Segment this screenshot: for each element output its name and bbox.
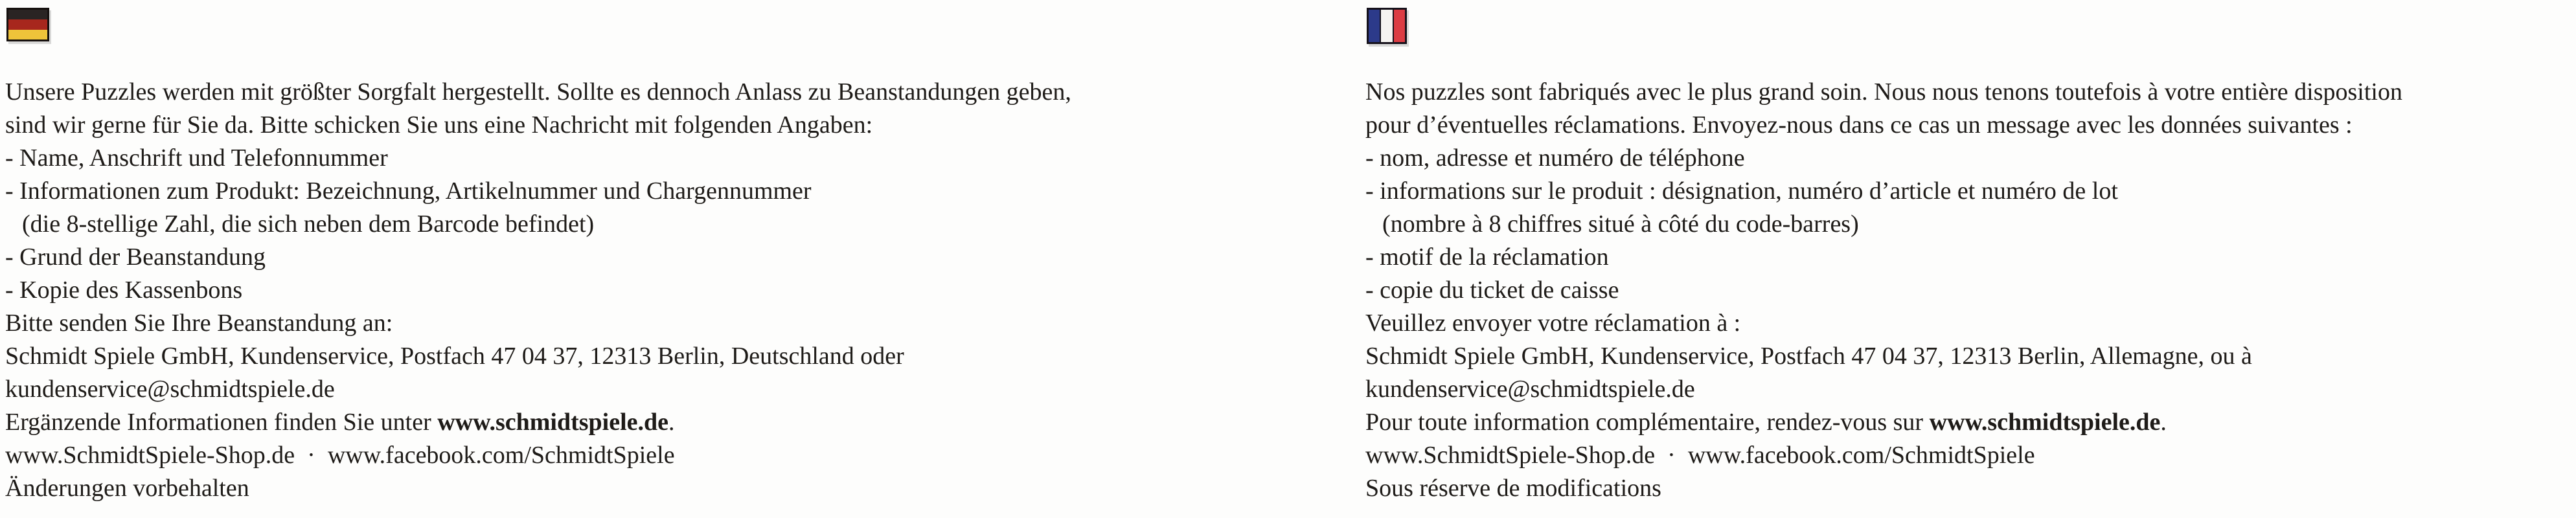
france-flag-icon (1367, 8, 1407, 44)
text-line: Änderungen vorbehalten (5, 475, 249, 502)
text-line: (nombre à 8 chiffres situé à côté du code-barres) (1382, 210, 1859, 238)
text-line: - Grund der Beanstandung (5, 243, 266, 271)
text-line: - Kopie des Kassenbons (5, 276, 243, 304)
text-line: Nos puzzles sont fabriqués avec le plus grand soin. Nous nous tenons toutefois à votre entière disposition (1365, 78, 2402, 106)
text-line: Pour toute information complémentaire, rendez-vous sur www.schmidtspiele.de. (1365, 409, 2167, 436)
text-line: pour d’éventuelles réclamations. Envoyez-nous dans ce cas un message avec les données suivantes : (1365, 111, 2353, 139)
text-line: www.SchmidtSpiele-Shop.de · www.facebook.com/SchmidtSpiele (5, 442, 675, 469)
flag-stripe (1369, 10, 1380, 42)
text-line: - informations sur le produit : désignation, numéro d’article et numéro de lot (1365, 177, 2118, 205)
text-line: - nom, adresse et numéro de téléphone (1365, 144, 1745, 172)
text-line: Unsere Puzzles werden mit größter Sorgfalt hergestellt. Sollte es dennoch Anlass zu Beanstandungen geben, (5, 78, 1071, 106)
text-line: - copie du ticket de caisse (1365, 276, 1619, 304)
text-line: - Informationen zum Produkt: Bezeichnung, Artikelnummer und Chargennummer (5, 177, 812, 205)
text-line: Schmidt Spiele GmbH, Kundenservice, Postfach 47 04 37, 12313 Berlin, Deutschland oder (5, 343, 904, 370)
text-line: Veuillez envoyer votre réclamation à : (1365, 310, 1741, 337)
german-text-block (5, 76, 1071, 505)
text-line: kundenservice@schmidtspiele.de (5, 376, 335, 403)
flag-stripe (1380, 10, 1393, 42)
text-line: Schmidt Spiele GmbH, Kundenservice, Postfach 47 04 37, 12313 Berlin, Allemagne, ou à (1365, 343, 2252, 370)
text-line: - motif de la réclamation (1365, 243, 1609, 271)
flag-stripe (8, 30, 47, 39)
text-line: - Name, Anschrift und Telefonnummer (5, 144, 388, 172)
flag-stripe (8, 10, 47, 19)
flag-stripe (1394, 10, 1405, 42)
text-line: Sous réserve de modifications (1365, 475, 1661, 502)
text-line: Bitte senden Sie Ihre Beanstandung an: (5, 310, 393, 337)
french-text-block (1365, 76, 2402, 505)
germany-flag-icon (6, 8, 49, 41)
website-url: www.schmidtspiele.de (437, 409, 669, 436)
text-line: Ergänzende Informationen finden Sie unter www.schmidtspiele.de. (5, 409, 675, 436)
text-line: sind wir gerne für Sie da. Bitte schicken Sie uns eine Nachricht mit folgenden Angaben: (5, 111, 873, 139)
text-line: www.SchmidtSpiele-Shop.de · www.facebook.com/SchmidtSpiele (1365, 442, 2035, 469)
text-line: kundenservice@schmidtspiele.de (1365, 376, 1695, 403)
flag-stripe (8, 19, 47, 29)
text-line: (die 8-stellige Zahl, die sich neben dem Barcode befindet) (22, 210, 595, 238)
website-url: www.schmidtspiele.de (1929, 409, 2161, 436)
